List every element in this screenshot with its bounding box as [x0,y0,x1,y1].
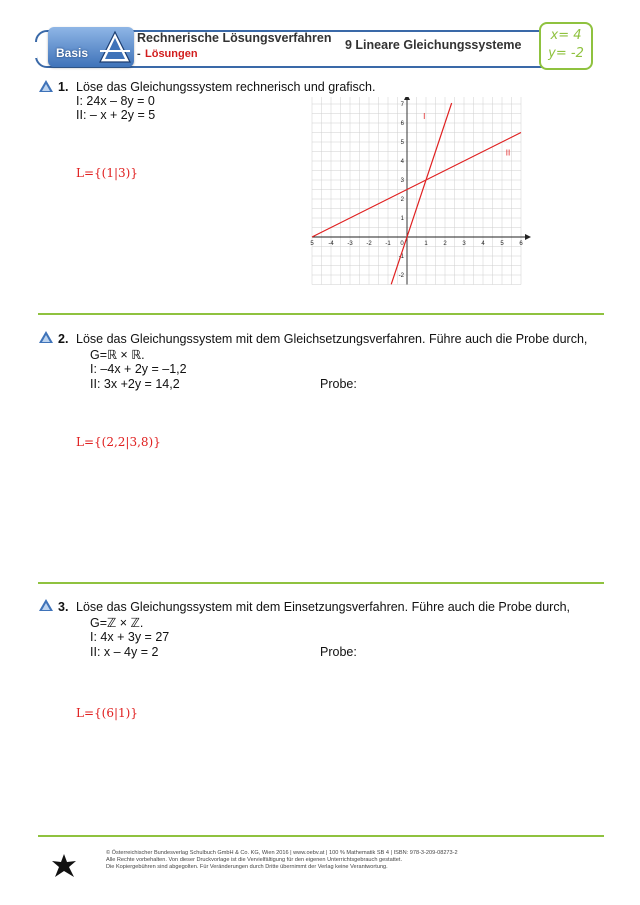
separator [38,582,604,584]
equation-i: I: –4x + 2y = –1,2 [90,362,187,376]
task-number: 1. [58,80,69,94]
y-tick-label: 4 [400,159,404,165]
logo-label: Basis [56,46,89,60]
x-tick-label: 4 [481,241,485,247]
equation-ii: II: x – 4y = 2 [90,645,159,659]
footer-text [106,850,458,872]
y-tick-label: 1 [400,216,404,222]
footer-rights: Alle Rechte vorbehalten. Von dieser Druckvorlage ist die Vervielfältigung für den eigenen Unterrichtsgebrauch gestattet. [106,857,403,864]
line-series-i [391,103,451,284]
stamp-line-x: x= 4 [550,28,582,43]
task-instruction: Löse das Gleichungssystem mit dem Gleichsetzungsverfahren. Führe auch die Probe durch, [76,332,588,346]
y-tick-label: 7 [400,102,404,108]
solution-set: L={(1|3)} [76,166,138,180]
x-tick-label: 5 [310,241,314,247]
y-tick-label: 2 [400,197,404,203]
pencil-triangle-icon [38,330,54,344]
equation-i: I: 4x + 3y = 27 [90,630,170,644]
x-tick-label: 0 [400,241,404,247]
y-tick-label: 5 [400,140,404,146]
pencil-triangle-icon [38,598,54,612]
x-tick-label: 1 [424,241,428,247]
y-tick-label: 6 [400,121,404,127]
series-label-i: I [423,112,426,122]
stamp-line-y: y= -2 [548,46,584,61]
y-axis-arrow [404,97,410,100]
solution-stamp [539,22,593,70]
page-title: Rechnerische Lösungsverfahren [137,31,332,45]
series-label-ii: II [505,148,511,158]
probe-label: Probe: [320,645,357,659]
task-number: 3. [58,600,69,614]
domain-set: G=ℤ × ℤ. [90,616,144,630]
footer-disclaimer: Die Kopiergebühren sind abgegolten. Für Veränderungen durch Dritte übernimmt der Verlag keine Verantwortung. [106,864,388,871]
subtitle-prefix: - [137,48,141,60]
x-tick-label: -3 [347,241,353,247]
triangle-logo-icon [98,29,132,65]
x-tick-label: 3 [462,241,466,247]
pencil-triangle-icon [38,79,54,93]
coordinate-graph [310,97,545,292]
solution-set: L={(2,2|3,8)} [76,435,161,449]
domain-set: G=ℝ × ℝ. [90,348,145,362]
x-tick-label: 2 [443,241,447,247]
y-tick-label: -1 [398,254,404,260]
x-tick-label: -2 [366,241,372,247]
task-instruction: Löse das Gleichungssystem rechnerisch und grafisch. [76,80,376,94]
x-tick-label: -1 [385,241,391,247]
separator [38,313,604,315]
footer-copyright: © Österreichischer Bundesverlag Schulbuch GmbH & Co. KG, Wien 2016 | www.oebv.at | 100 % Mathematik SB 4 | ISBN: 978-3-209-08273-2 [106,850,458,856]
probe-label: Probe: [320,377,357,391]
page-subtitle: Lösungen [145,48,198,60]
task-number: 2. [58,332,69,346]
x-tick-label: 5 [500,241,504,247]
x-tick-label: 6 [519,241,523,247]
equation-i: I: 24x – 8y = 0 [76,94,155,108]
y-tick-label: -2 [398,273,404,279]
solution-set: L={(6|1)} [76,706,138,720]
x-tick-label: -4 [328,241,334,247]
separator [38,835,604,837]
y-tick-label: 3 [400,178,404,184]
task-instruction: Löse das Gleichungssystem mit dem Einsetzungsverfahren. Führe auch die Probe durch, [76,600,571,614]
x-axis-arrow [525,234,531,240]
equation-ii: II: 3x +2y = 14,2 [90,377,180,391]
chapter-title: 9 Lineare Gleichungssysteme [345,38,522,52]
publisher-logo-icon [50,852,78,880]
equation-ii: II: – x + 2y = 5 [76,108,156,122]
